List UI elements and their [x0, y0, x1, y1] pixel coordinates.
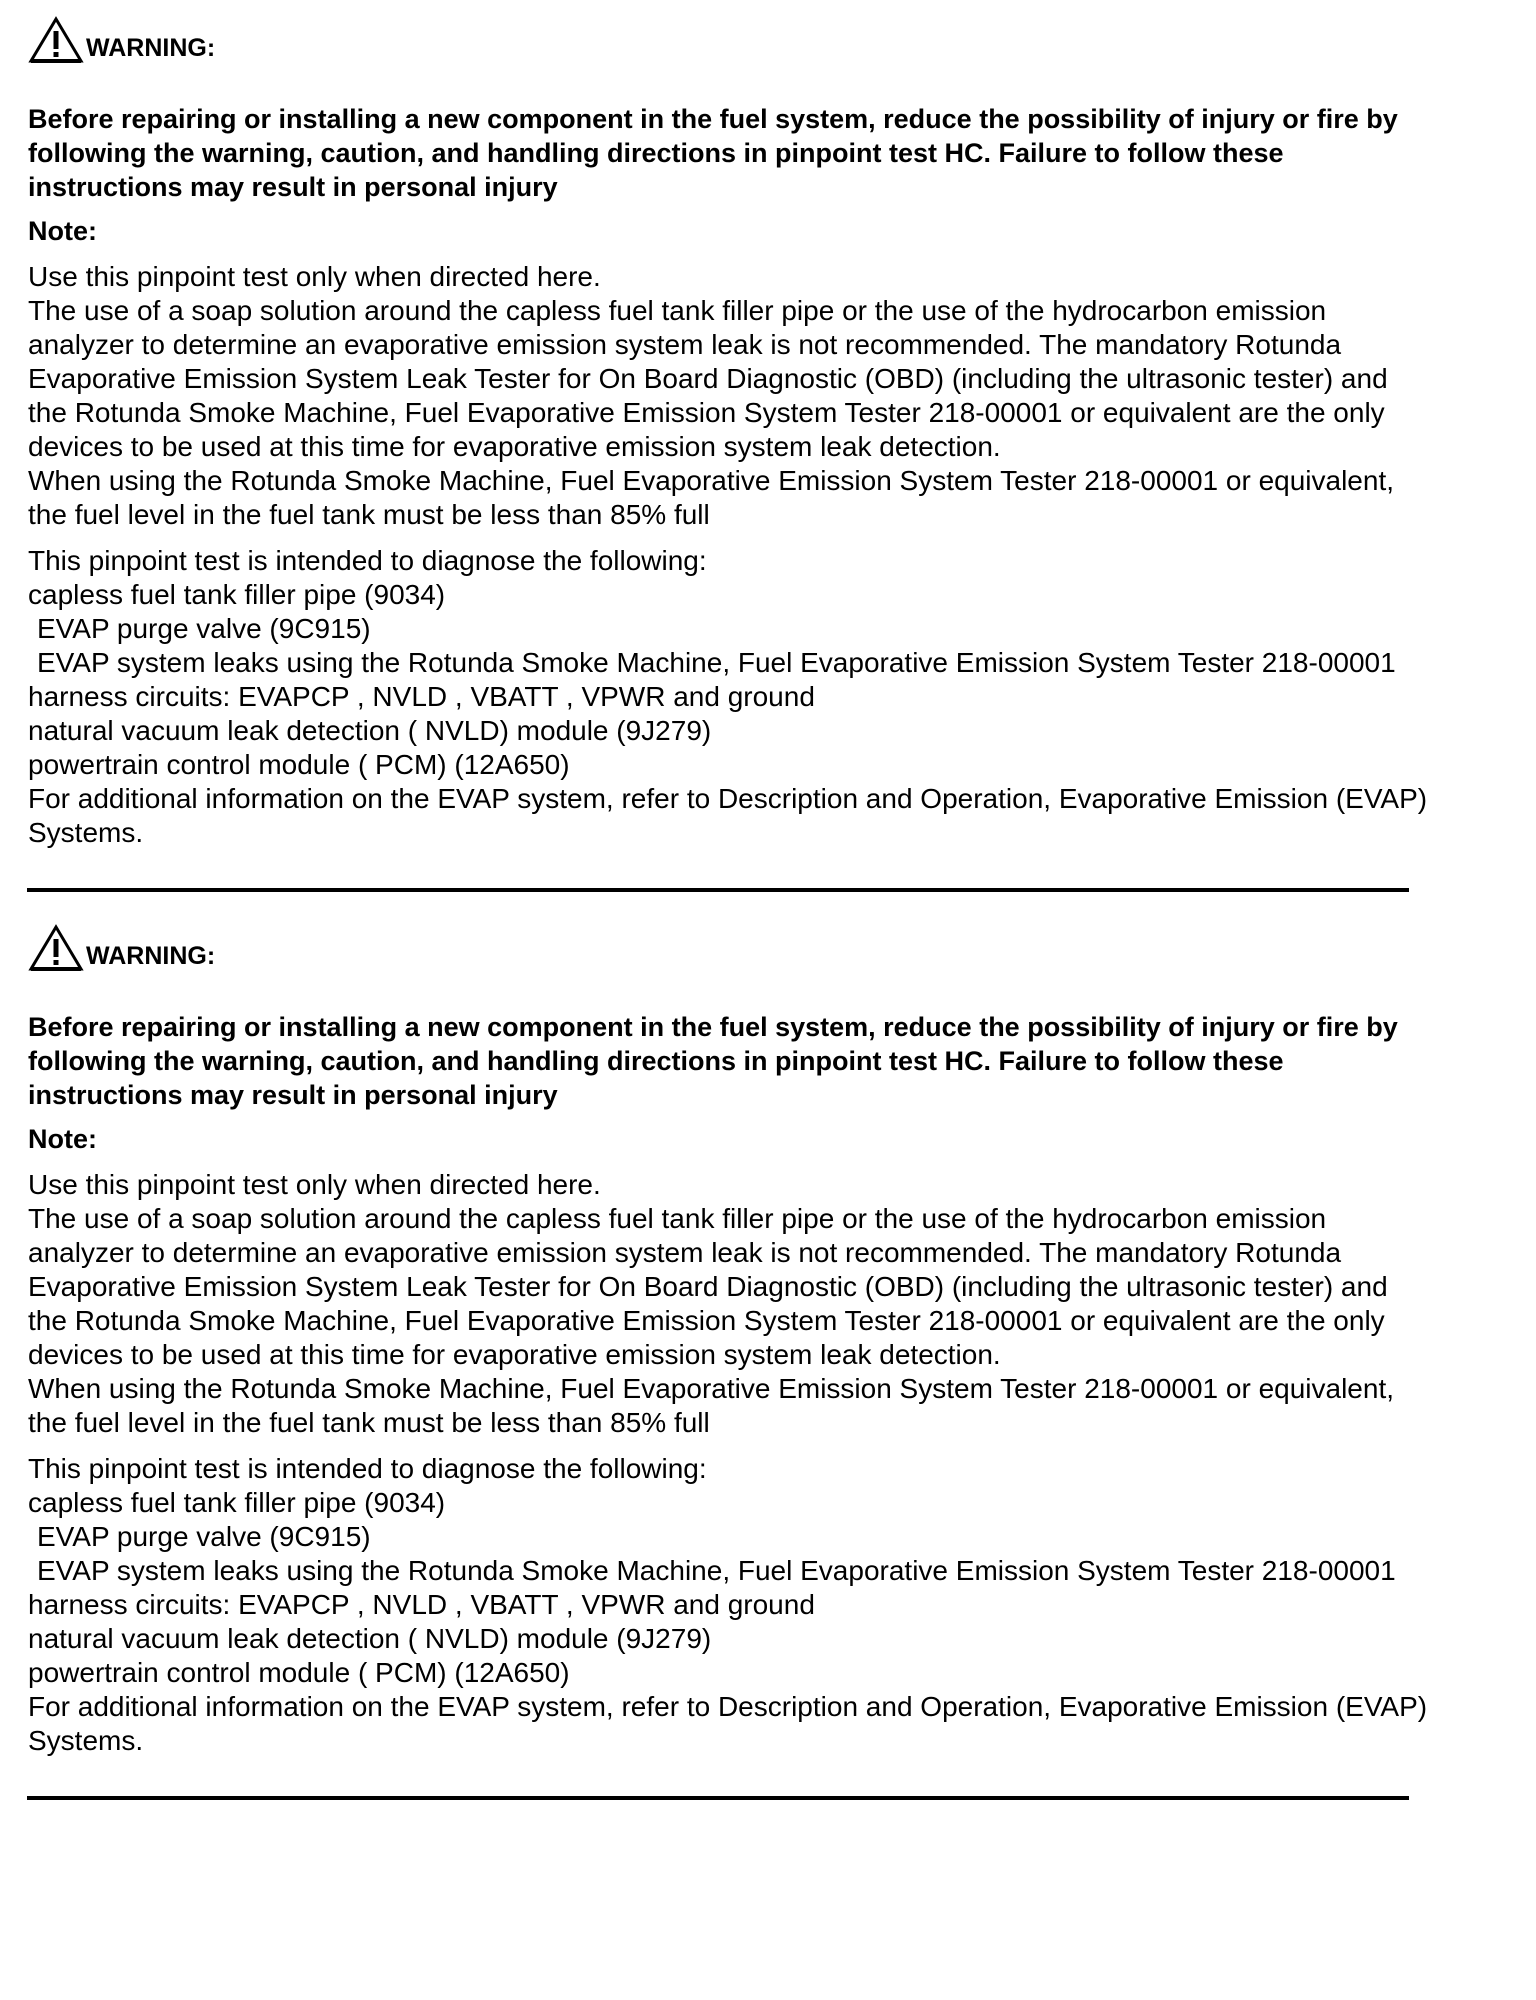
warning-header	[28, 8, 1428, 64]
diagnosis-item: natural vacuum leak detection ( NVLD) module (9J279)	[28, 1623, 712, 1654]
note-label: Note:	[28, 1124, 97, 1154]
warning-label: WARNING:	[86, 34, 216, 62]
warning-text: Before repairing or installing a new component in the fuel system, reduce the possibility of injury or fire by following the warning, caution, and handling directions in pinpoint test HC. Failure to follow these instructions may result in personal injury	[28, 104, 1398, 202]
diagnosis-footer: For additional information on the EVAP system, refer to Description and Operation, Evaporative Emission (EVAP) Systems.	[28, 1691, 1428, 1756]
diagnosis-intro: This pinpoint test is intended to diagnose the following:	[28, 1453, 707, 1484]
diagnosis-item: natural vacuum leak detection ( NVLD) module (9J279)	[28, 715, 712, 746]
note-line: When using the Rotunda Smoke Machine, Fuel Evaporative Emission System Tester 218-00001 or equivalent, the fuel level in the fuel tank must be less than 85% full	[28, 465, 1394, 530]
diagnosis-list	[28, 1452, 1428, 1758]
note-line: The use of a soap solution around the capless fuel tank filler pipe or the use of the hydrocarbon emission analyzer to determine an evaporative emission system leak is not recommended. The mandatory Rotunda Evaporative Emission System Leak Tester for On Board Diagnostic (OBD) (including the ultrasonic tester) and the Rotunda Smoke Machine, Fuel Evaporative Emission System Tester 218-00001 or equivalent are the only devices to be used at this time for evaporative emission system leak detection.	[28, 295, 1388, 462]
note-line: Use this pinpoint test only when directed here.	[28, 1169, 601, 1200]
note-body	[28, 260, 1428, 532]
warning-header	[28, 916, 1428, 972]
note-line: When using the Rotunda Smoke Machine, Fuel Evaporative Emission System Tester 218-00001 or equivalent, the fuel level in the fuel tank must be less than 85% full	[28, 1373, 1394, 1438]
warning-triangle-icon	[28, 16, 84, 64]
diagnosis-item: powertrain control module ( PCM) (12A650)	[28, 749, 570, 780]
section-divider	[27, 1796, 1409, 1800]
diagnosis-item: powertrain control module ( PCM) (12A650)	[28, 1657, 570, 1688]
diagnosis-footer: For additional information on the EVAP system, refer to Description and Operation, Evaporative Emission (EVAP) Systems.	[28, 783, 1428, 848]
note-body	[28, 1168, 1428, 1440]
note-label: Note:	[28, 216, 97, 246]
diagnosis-item: EVAP system leaks using the Rotunda Smoke Machine, Fuel Evaporative Emission System Tester 218-00001	[37, 1555, 1396, 1586]
document-page	[28, 8, 1428, 1800]
diagnosis-item: EVAP system leaks using the Rotunda Smoke Machine, Fuel Evaporative Emission System Tester 218-00001	[37, 647, 1396, 678]
warning-text: Before repairing or installing a new component in the fuel system, reduce the possibility of injury or fire by following the warning, caution, and handling directions in pinpoint test HC. Failure to follow these instructions may result in personal injury	[28, 1012, 1398, 1110]
diagnosis-item: capless fuel tank filler pipe (9034)	[28, 579, 446, 610]
diagnosis-item: capless fuel tank filler pipe (9034)	[28, 1487, 446, 1518]
note-line: Use this pinpoint test only when directed here.	[28, 261, 601, 292]
diagnosis-item: EVAP purge valve (9C915)	[37, 1521, 371, 1552]
diagnosis-list	[28, 544, 1428, 850]
diagnosis-item: harness circuits: EVAPCP , NVLD , VBATT , VPWR and ground	[28, 681, 815, 712]
diagnosis-item: EVAP purge valve (9C915)	[37, 613, 371, 644]
warning-label: WARNING:	[86, 942, 216, 970]
warning-section	[28, 8, 1428, 892]
section-divider	[27, 888, 1409, 892]
warning-triangle-icon	[28, 924, 84, 972]
warning-section	[28, 916, 1428, 1800]
note-line: The use of a soap solution around the capless fuel tank filler pipe or the use of the hydrocarbon emission analyzer to determine an evaporative emission system leak is not recommended. The mandatory Rotunda Evaporative Emission System Leak Tester for On Board Diagnostic (OBD) (including the ultrasonic tester) and the Rotunda Smoke Machine, Fuel Evaporative Emission System Tester 218-00001 or equivalent are the only devices to be used at this time for evaporative emission system leak detection.	[28, 1203, 1388, 1370]
diagnosis-intro: This pinpoint test is intended to diagnose the following:	[28, 545, 707, 576]
diagnosis-item: harness circuits: EVAPCP , NVLD , VBATT , VPWR and ground	[28, 1589, 815, 1620]
